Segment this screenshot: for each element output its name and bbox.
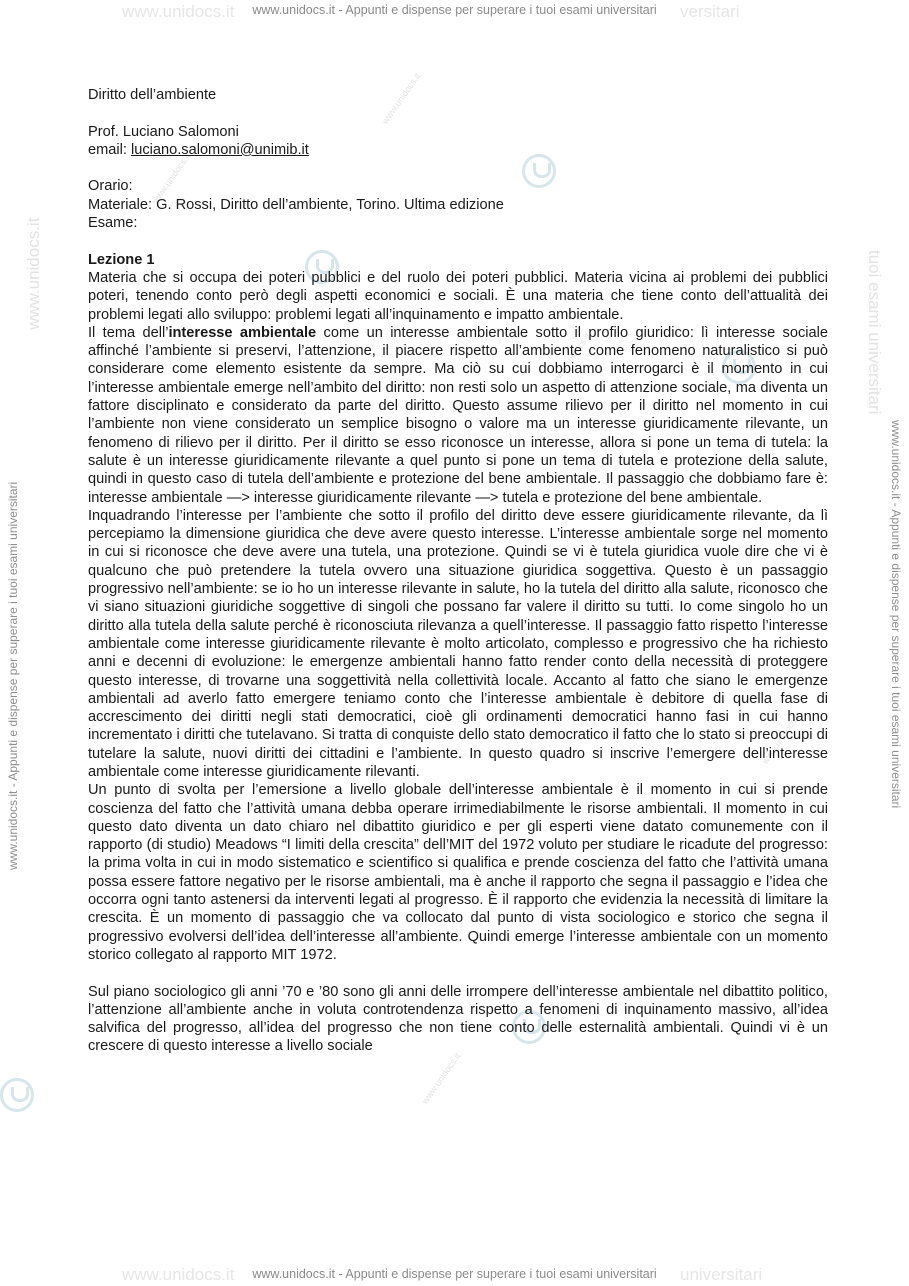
watermark-left: www.unidocs.it - Appunti e dispense per superare i tuoi esami universitari <box>6 481 20 870</box>
paragraph-4: Un punto di svolta per l’emersione a livello globale dell’interesse ambientale è il momento in cui si prende coscienza del fatto che l’attività umana debba operare irrimediabilmente le risorse ambientali. Il momento in cui questo dato diventa un dato chiaro nel dibattito giuridico e per gli esperti viene datato comunemente con il rapporto (di studio) Meadows “I limiti della crescita” dell’MIT del 1972 voluto per studiare le ricadute del progresso: la prima volta in cui in modo sistematico e scientifico si qualifica e prende coscienza del fatto che l’attività umana possa essere fattore negativo per le risorse ambientali, ma è anche il rapporto che segna il passaggio e l’idea che occorra ogni tanto astenersi da interventi legati al progresso. È il rapporto che evidenzia la necessità di limitare la crescita. È un momento di passaggio che va collocato dal punto di vista sociologico e storico che segna il progressivo evolversi dell’idea dell’interesse all’ambiente. Quindi emerge l’interesse ambientale con un momento storico collegato al rapporto MIT 1972. <box>88 782 828 963</box>
watermark-bottom: www.unidocs.it - Appunti e dispense per superare i tuoi esami universitari <box>252 1267 657 1281</box>
orario-line: Orario: <box>88 178 133 195</box>
faint-watermark-top-right: versitari <box>680 2 740 21</box>
faint-watermark-side-left: www.unidocs.it <box>24 217 43 330</box>
diagonal-watermark: www.unidocs.it <box>380 71 423 126</box>
faint-watermark-top-left: www.unidocs.it <box>122 2 235 21</box>
email-line <box>88 141 828 159</box>
lesson-heading: Lezione 1 <box>88 251 155 268</box>
interesse-ambientale-bold: interesse ambientale <box>168 324 317 341</box>
email-label: email: <box>88 141 131 158</box>
materiale-line: Materiale: G. Rossi, Diritto dell’ambiente, Torino. Ultima edizione <box>88 196 504 213</box>
paragraph-1: Materia che si occupa dei poteri pubblici e del ruolo dei poteri pubblici. Materia vicina ai problemi dei pubblici poteri, tenendo conto però degli aspetti economici e sociali. È una materia che tiene conto dell’attualità dei problemi legati allo sviluppo: problemi legati all’inquinamento e impatto ambientale. <box>88 269 828 323</box>
watermark-top: www.unidocs.it - Appunti e dispense per superare i tuoi esami universitari <box>252 3 657 17</box>
document-title: Diritto dell’ambiente <box>88 87 217 103</box>
document-body <box>88 86 828 1056</box>
diagonal-watermark: www.unidocs.it <box>160 571 203 626</box>
diagonal-watermark: www.unidocs.it <box>550 331 593 386</box>
faint-watermark-side-right: tuoi esami universitari <box>865 250 884 415</box>
paragraph-2 <box>88 324 828 507</box>
paragraph-2-rest: come un interesse ambientale sotto il profilo giuridico: lì interesse sociale affinché l’ambiente si preservi, l’attenzione, il piacere rispetto all’ambiente come fenomeno naturalistico si può considerare come elemento esistente da sempre. Ma ciò su cui dobbiamo interrogarci è il momento in cui l’interesse ambientale emerge nell’ambito del diritto: non resti solo un aspetto di attenzione sociale, ma diventa un fattore disciplinato e considerato da parte del diritto. Questo assume rilievo per il diritto nel momento in cui l’ambiente non viene considerato un semplice bisogno o valore ma un interesse giuridicamente rilevante, un fenomeno di rilievo per il diritto. Per il diritto se esso riconosce un interesse, allora si pone un tema di tutela: la salute è un interesse giuridicamente rilevante a quel punto si pone un tema di tutela e protezione della salute, quindi in questo caso di tutela dell’ambiente e protezione del bene ambientale. Il passaggio che dobbiamo fare è: interesse ambientale —> interesse giuridicamente rilevante —> tutela e protezione del bene ambientale. <box>88 324 828 506</box>
professor-name: Prof. Luciano Salomoni <box>88 123 239 140</box>
unidocs-logo-icon <box>0 1078 34 1112</box>
paragraph-5: Sul piano sociologico gli anni ’70 e ’80 sono gli anni delle irrompere dell’interesse ambientale nel dibattito politico, l’attenzione all’ambiente anche in voluta controtendenza rispetto a fenomeni di inquinamento massivo, all’idea salvifica del progresso, all’idea del progresso che non tiene conto delle esternalità ambientali. Quindi vi è un crescere di questo interesse a livello sociale <box>88 983 828 1055</box>
diagonal-watermark: www.unidocs.it <box>760 711 803 766</box>
diagonal-watermark: www.unidocs.it <box>150 151 193 206</box>
esame-line: Esame: <box>88 215 138 232</box>
faint-watermark-bottom-left: www.unidocs.it <box>122 1265 235 1284</box>
faint-watermark-bottom-right: universitari <box>680 1265 763 1284</box>
email-link[interactable]: luciano.salomoni@unimib.it <box>130 141 309 158</box>
paragraph-2-prefix: Il tema dell’ <box>88 324 169 341</box>
paragraph-3: Inquadrando l’interesse per l’ambiente che sotto il profilo del diritto deve essere giuridicamente rilevante, da lì percepiamo la dimensione giuridica che deve avere questo interesse. L’interesse ambientale sorge nel momento in cui si riconosce che deve avere una tutela, una protezione. Quindi se vi è tutela giuridica vuole dire che vi è qualcuno che può pretendere la tutela ovvero una situazione giuridica soggettiva. Questo è un passaggio progressivo nell’ambiente: se io ho un interesse rilevante in salute, ho la tutela del diritto alla salute, riconosco che vi siano situazioni giuridiche soggettive di singoli che possano far valere il diritto su tutti. Io come singolo ho un diritto alla tutela della salute perché è riconosciuta rilevanza a quell’interesse. Il passaggio fatto rispetto l’interesse ambientale come interesse giuridicamente rilevante è molto articolato, complesso e progressivo che ha richiesto anni e decenni di evoluzione: le emergenze ambientali hanno fatto render conto della necessità di proteggere questo interesse, di trovarne una soggettività nella collettività locale. Accanto al fatto che siano le emergenze ambientali ad averlo fatto emergere teniamo conto che l’interesse ambientale è debitore di quella fase di accrescimento dei diritti negli stati democratici, cioè gli ordinamenti democratici hanno fasi in cui hanno incrementato i diritti che tutelavano. Si tratta di conquiste dello stato democratico il fatto che lo stato si preoccupi di tutelare la salute, nuovi diritti dei cittadini e l’ambiente. In questo quadro si inscrive l’emergere dell’interesse ambientale come interesse giuridicamente rilevanti. <box>88 507 828 780</box>
watermark-right: www.unidocs.it - Appunti e dispense per superare i tuoi esami universitari <box>889 420 903 809</box>
diagonal-watermark: www.unidocs.it <box>420 1051 463 1106</box>
